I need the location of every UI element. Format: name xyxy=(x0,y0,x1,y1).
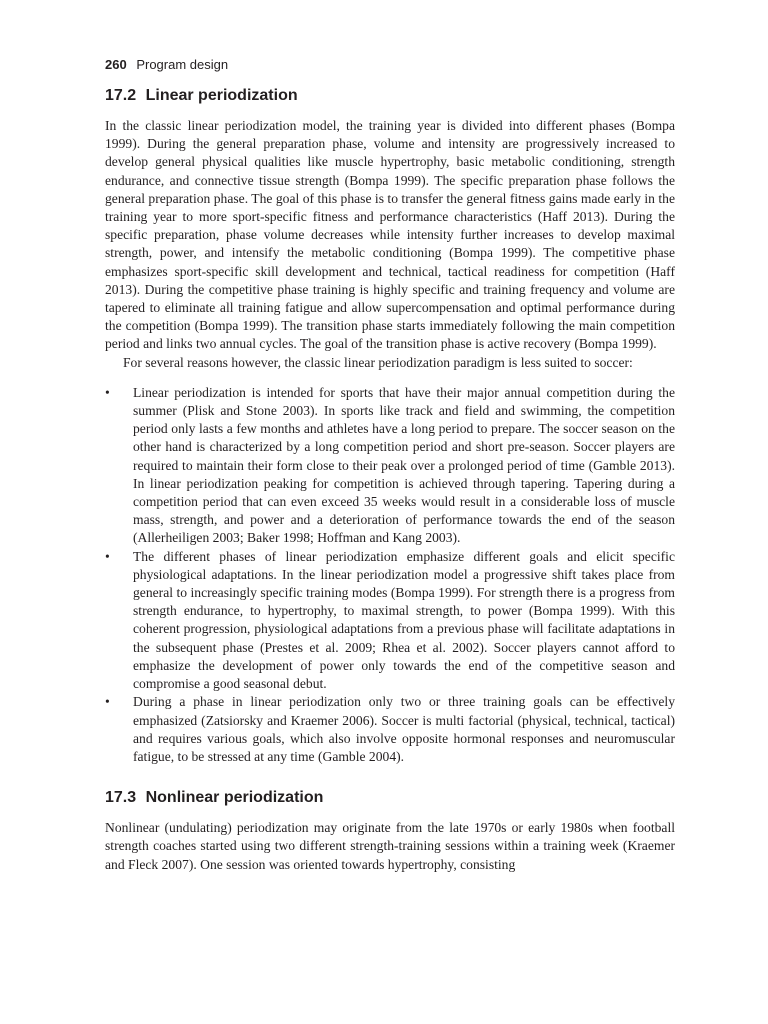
section-number: 17.2 xyxy=(105,87,137,104)
soccer-suitability-intro-paragraph: For several reasons however, the classic linear periodization paradigm is less suited to soccer: xyxy=(123,354,633,370)
bullet-list xyxy=(105,384,675,766)
bullet-mark: • xyxy=(105,384,110,400)
linear-periodization-paragraph: In the classic linear periodization model, the training year is divided into different phases (Bompa 1999). During the general preparation phase, volume and intensity are progressively increased to develop general physical qualities like muscle hypertrophy, basic metabolic conditioning, strength endurance, and connective tissue strength (Bompa 1999). The specific preparation phase follows the general preparation phase. The goal of this phase is to transfer the general fitness gains made early in the training year to more sport-specific fitness and performance characteristics (Haff 2013). During the specific preparation, phase volume decreases while intensity further increases to develop maximal strength, power, and intensify the metabolic conditioning (Bompa 1999). The competitive phase emphasizes sport-specific skill development and technical, tactical readiness for competition (Haff 2013). During the competitive phase training is highly specific and training frequency and volume are tapered to eliminate all training fatigue and allow supercompensation and optimal performance during the competition (Bompa 1999). The transition phase starts immediately following the main competition period and links two annual cycles. The goal of the transition phase is active recovery (Bompa 1999). xyxy=(105,118,675,352)
running-head xyxy=(105,56,675,74)
section-number: 17.3 xyxy=(105,789,137,807)
bullet-mark: • xyxy=(105,548,110,564)
list-item xyxy=(105,548,675,694)
nonlinear-periodization-paragraph: Nonlinear (undulating) periodization may originate from the late 1970s or early 1980s when football strength coaches started using two different strength-training sessions within a training week (Kraemer and Fleck 2007). One session was oriented towards hypertrophy, consisting xyxy=(105,820,675,872)
section-title: Linear periodization xyxy=(145,87,298,104)
bullet-mark: • xyxy=(105,694,110,710)
book-page xyxy=(105,56,675,874)
list-item xyxy=(105,693,675,766)
list-item-text: The different phases of linear periodization emphasize different goals and elicit specific physiological adaptations. In the linear periodization model a progressive shift takes place from general to increasingly specific training modes (Bompa 1999). For strength there is a progress from strength endurance, to hypertrophy, to maximal strength, to power (Bompa 1999). With this coherent progression, physiological adaptations from a previous phase will facilitate adaptations in the subsequent phase (Prestes et al. 2009; Rhea et al. 2002). Soccer players cannot afford to emphasize the development of power only towards the end of the competitive season and compromise a good seasonal debut. xyxy=(133,548,675,692)
running-head-title: Program design xyxy=(136,57,229,72)
page-number: 260 xyxy=(105,57,127,72)
list-item-text: During a phase in linear periodization only two or three training goals can be effectively emphasized (Zatsiorsky and Kraemer 2006). Soccer is multi factorial (physical, technical, tactical) and requires various goals, which also involve opposite hormonal responses and neuromuscular fatigue, to be stressed at any time (Gamble 2004). xyxy=(133,694,675,764)
section-heading-nonlinear-periodization xyxy=(105,787,675,809)
list-item xyxy=(105,384,675,548)
section-heading-linear-periodization xyxy=(105,85,675,107)
list-item-text: Linear periodization is intended for sports that have their major annual competition during the summer (Plisk and Stone 2003). In sports like track and field and swimming, the competition period only lasts a few months and athletes have a long period to prepare. The soccer season on the other hand is characterized by a long competition period and short pre-season. Soccer players are required to maintain their form close to their peak over a prolonged period of time (Gamble 2013). In linear periodization peaking for competition is achieved through tapering. Tapering during a competition period that can even exceed 35 weeks would result in a considerable loss of muscle mass, strength, and power and a deterioration of performance towards the end of the season (Allerheiligen 2003; Baker 1998; Hoffman and Kang 2003). xyxy=(133,384,675,546)
section-spacer xyxy=(105,766,675,787)
section-title: Nonlinear periodization xyxy=(145,789,324,807)
